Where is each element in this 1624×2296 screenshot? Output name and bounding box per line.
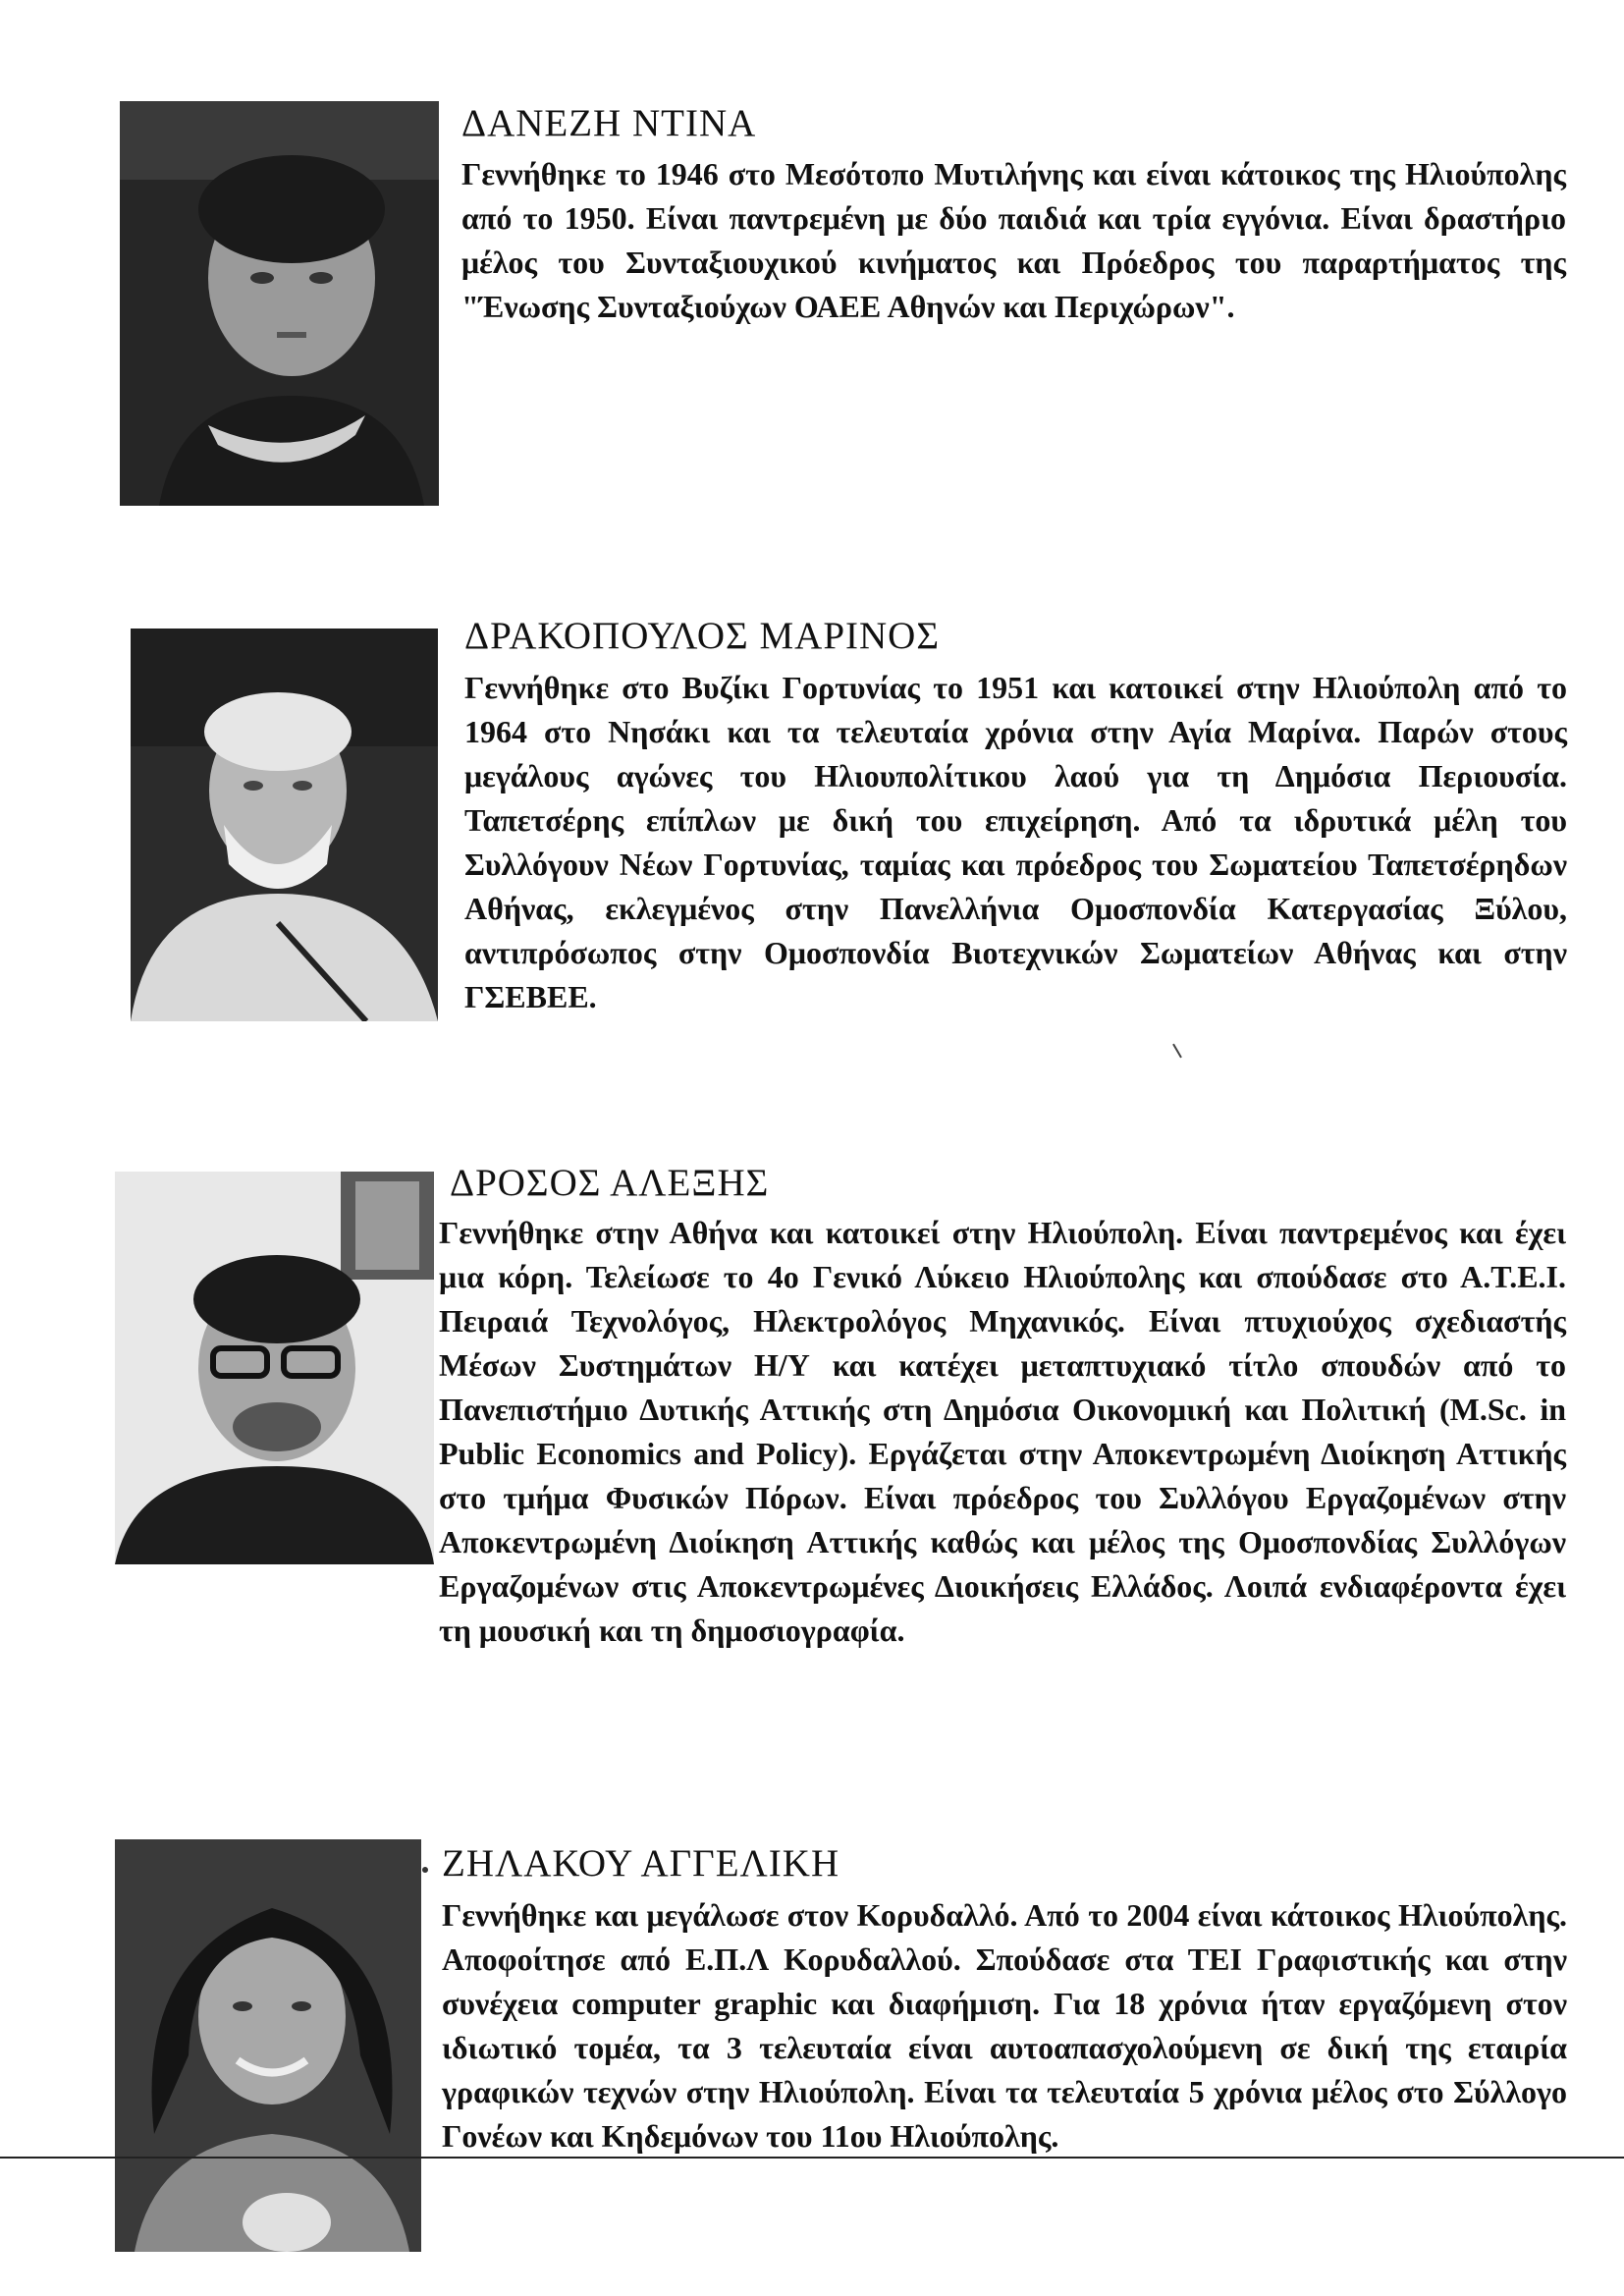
person-bio: Γεννήθηκε το 1946 στο Μεσότοπο Μυτιλήνης και είναι κάτοικος της Ηλιούπολης από το 1950. Είναι παντρεμένη με δύο παιδιά και τρία εγγόνια. Είναι δραστήριο μέλος του Συνταξιουχικού κινήματος και Πρόεδρος του παραρτήματος της "Ένωσης Συνταξιούχων ΟΑΕΕ Αθηνών και Περιχώρων". [461, 156, 1566, 324]
portrait-woman-smiling-icon [115, 1839, 421, 2252]
person-name: ΔΑΝΕΖΗ ΝΤΙΝΑ [461, 102, 757, 144]
stray-dot [422, 1867, 428, 1873]
portrait-woman-icon [120, 101, 439, 506]
person-name: ΖΗΛΑΚΟΥ ΑΓΓΕΛΙΚΗ [442, 1842, 840, 1885]
person-bio: Γεννήθηκε και μεγάλωσε στον Κορυδαλλό. Από το 2004 είναι κάτοικος Ηλιούπολης. Αποφοίτησε από Ε.Π.Λ Κορυδαλλού. Σπούδασε στα ΤΕΙ Γραφιστικής και στην συνέχεια computer graphic και διαφήμιση. Για 18 χρόνια ήταν εργαζόμενη στον ιδιωτικό τομέα, τα 3 τελευταία είναι αυτοαπασχολούμενη σε δική της εταιρία γραφικών τεχνών στην Ηλιούπολη. Είναι τα τελευταία 5 χρόνια μέλος στο Σύλλογο Γονέων και Κηδεμόνων του 11ου Ηλιούπολης. [442, 1897, 1567, 2154]
person-bio: Γεννήθηκε στο Βυζίκι Γορτυνίας το 1951 και κατοικεί στην Ηλιούπολη από το 1964 στο Νησάκι και τα τελευταία χρόνια στην Αγία Μαρίνα. Παρών στους μεγάλους αγώνες του Ηλιουπολίτικου λαού για τη Δημόσια Περιουσία. Ταπετσέρης επίπλων με δική του επιχείρηση. Από τα ιδρυτικά μέλη του Συλλόγουν Νέων Γορτυνίας, ταμίας και πρόεδρος του Σωματείου Ταπετσέρηδων Αθήνας, εκλεγμένος στην Πανελλήνια Ομοσπονδία Κατεργασίας Ξύλου, αντιπρόσωπος στην Ομοσπονδία Βιοτεχνικών Σωματείων Αθήνας και στην ΓΣΕΒΕΕ. [464, 670, 1567, 1014]
person-bio-block [115, 1211, 1566, 1653]
person-name: ΔΡΑΚΟΠΟΥΛΟΣ ΜΑΡΙΝΟΣ [464, 615, 941, 657]
strike-line [0, 2157, 1624, 2159]
photo-spacer [115, 1211, 439, 1643]
person-bio: Γεννήθηκε στην Αθήνα και κατοικεί στην Ηλιούπολη. Είναι παντρεμένος και έχει μια κόρη. Τελείωσε το 4ο Γενικό Λύκειο Ηλιούπολης και σπούδασε στο Α.Τ.Ε.Ι. Πειραιά Τεχνολόγος, Ηλεκτρολόγος Μηχανικός. Είναι πτυχιούχος σχεδιαστής Μέσων Συστημάτων Η/Υ και κατέχει μεταπτυχιακό τίτλο σπουδών από το Πανεπιστήμιο Δυτικής Αττικής στη Δημόσια Οικονομική και Πολιτική (M.Sc. in Public Economics and Policy). Εργάζεται στην Αποκεντρωμένη Διοίκηση Αττικής στο τμήμα Φυσικών Πόρων. Είναι πρόεδρος του Συλλόγου Εργαζομένων στην Αποκεντρωμένη Διοίκηση Αττικής καθώς και μέλος της Ομοσπονδίας Συλλόγων Εργαζομένων στις Αποκεντρωμένες Διοικήσεις Ελλάδος. Λοιπά ενδιαφέροντα έχει τη μουσική και τη δημοσιογραφία. [439, 1215, 1566, 1648]
portrait-man-icon [131, 629, 438, 1021]
person-name: ΔΡΟΣΟΣ ΑΛΕΞΗΣ [450, 1162, 770, 1204]
stray-mark [1172, 1044, 1182, 1059]
